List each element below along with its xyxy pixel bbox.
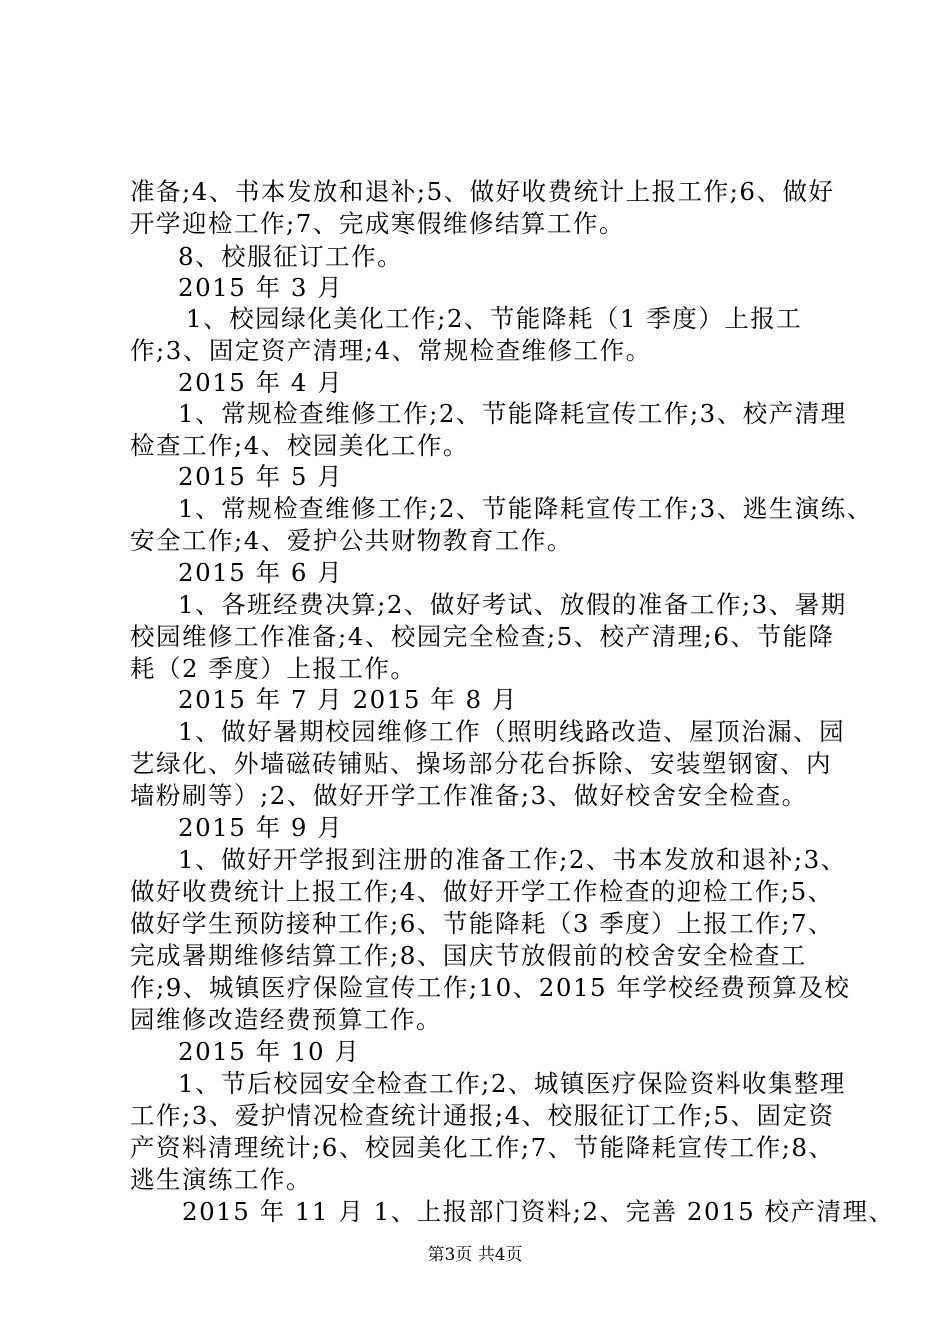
text-line: 1、常规检查维修工作;2、节能降耗宣传工作;3、校产清理 [178, 399, 847, 428]
text-line: 准备;4、书本发放和退补;5、做好收费统计上报工作;6、做好 [130, 177, 835, 206]
text-line: 做好学生预防接种工作;6、节能降耗（3 季度）上报工作;7、 [130, 909, 835, 938]
text-line: 开学迎检工作;7、完成寒假维修结算工作。 [130, 209, 625, 238]
text-line: 作;9、城镇医疗保险宣传工作;10、2015 年学校经费预算及校 [130, 973, 851, 1002]
text-line: 8、校服征订工作。 [178, 242, 404, 271]
section-heading: 2015 年 4 月 [178, 368, 344, 397]
section-heading: 2015 年 10 月 [178, 1037, 361, 1066]
section-heading: 2015 年 9 月 [178, 813, 344, 842]
text-line: 工作;3、爱护情况检查统计通报;4、校服征订工作;5、固定资 [130, 1101, 835, 1130]
text-line: 园维修改造经费预算工作。 [130, 1005, 442, 1034]
section-heading: 2015 年 6 月 [178, 558, 344, 587]
text-line: 1、各班经费决算;2、做好考试、放假的准备工作;3、暑期 [178, 590, 847, 619]
text-line: 安全工作;4、爱护公共财物教育工作。 [130, 526, 573, 555]
section-heading: 2015 年 7 月 2015 年 8 月 [178, 685, 518, 714]
text-line: 1、常规检查维修工作;2、节能降耗宣传工作;3、逃生演练、 [178, 494, 873, 523]
text-line: 1、做好暑期校园维修工作（照明线路改造、屋顶治漏、园 [178, 717, 846, 746]
text-line: 艺绿化、外墙磁砖铺贴、操场部分花台拆除、安装塑钢窗、内 [130, 749, 832, 778]
text-line: 2015 年 11 月 1、上报部门资料;2、完善 2015 校产清理、 [182, 1197, 895, 1226]
section-heading: 2015 年 3 月 [178, 273, 344, 302]
text-line: 1、节后校园安全检查工作;2、城镇医疗保险资料收集整理 [178, 1069, 846, 1098]
section-heading: 2015 年 5 月 [178, 462, 344, 491]
text-line: 逃生演练工作。 [130, 1165, 312, 1194]
text-line: 1、校园绿化美化工作;2、节能降耗（1 季度）上报工 [186, 304, 803, 333]
text-line: 墙粉刷等）;2、做好开学工作准备;3、做好校舍安全检查。 [130, 781, 808, 810]
page-footer: 第3页 共4页 [427, 1245, 523, 1265]
text-line: 检查工作;4、校园美化工作。 [130, 431, 469, 460]
text-line: 1、做好开学报到注册的准备工作;2、书本发放和退补;3、 [178, 845, 847, 874]
text-line: 耗（2 季度）上报工作。 [130, 654, 417, 683]
text-line: 做好收费统计上报工作;4、做好开学工作检查的迎检工作;5、 [130, 877, 834, 906]
text-line: 产资料清理统计;6、校园美化工作;7、节能降耗宣传工作;8、 [130, 1133, 835, 1162]
text-line: 校园维修工作准备;4、校园完全检查;5、校产清理;6、节能降 [130, 622, 835, 651]
text-line: 作;3、固定资产清理;4、常规检查维修工作。 [130, 336, 652, 365]
text-line: 完成暑期维修结算工作;8、国庆节放假前的校舍安全检查工 [130, 941, 807, 970]
